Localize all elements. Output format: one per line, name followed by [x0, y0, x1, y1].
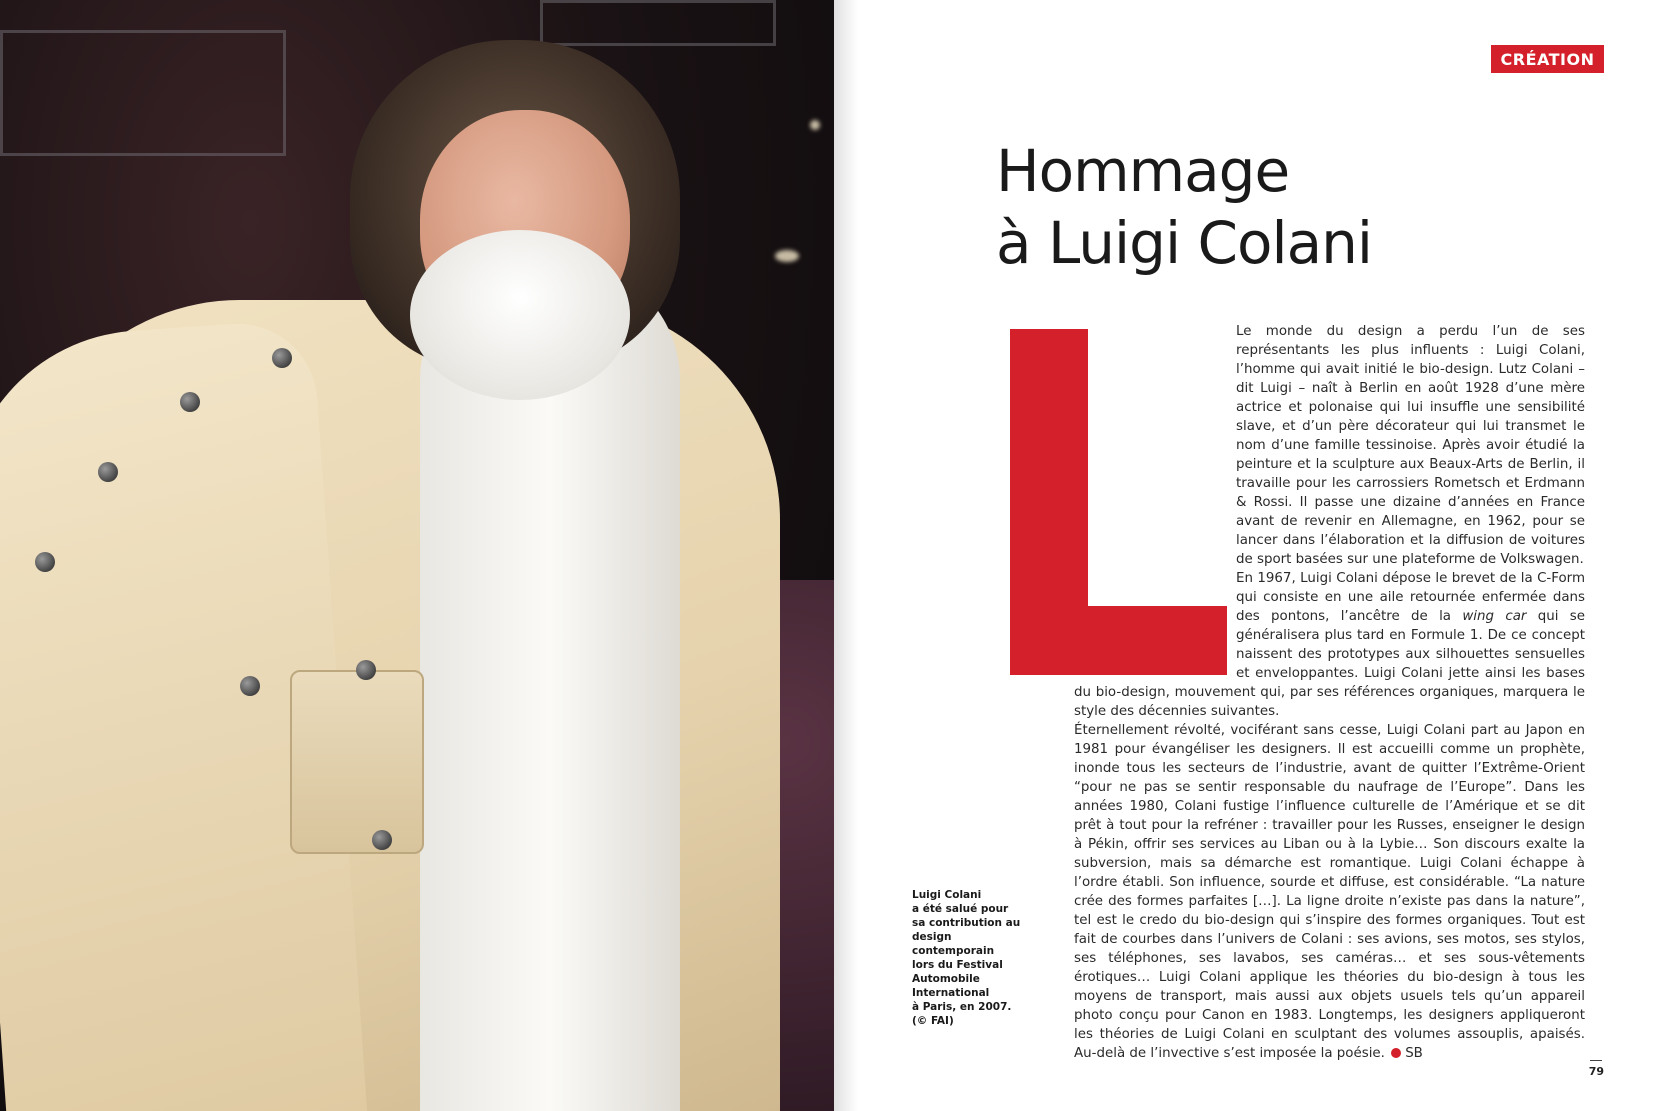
- stage-truss: [540, 0, 776, 46]
- caption-line: Luigi Colani: [912, 889, 982, 901]
- paragraph-2-emphasis: wing car: [1462, 609, 1527, 624]
- jacket-stud: [372, 830, 392, 850]
- caption-line: à Paris, en 2007.: [912, 1001, 1012, 1013]
- caption-line: Automobile: [912, 973, 980, 985]
- gutter-shadow: [834, 0, 858, 1111]
- jacket-stud: [356, 660, 376, 680]
- headline-line-1: Hommage: [996, 137, 1290, 205]
- stage-truss: [0, 30, 286, 156]
- page-number-rule: [1590, 1060, 1602, 1061]
- caption-line: sa contribution au: [912, 917, 1021, 929]
- paragraph-2-text: En 1967, Luigi Colani dépose le brevet de la C-Form qui consiste en une aile retournée enfermée dans des pontons, l’ancêtre de la: [1236, 571, 1585, 624]
- background-light: [775, 250, 799, 262]
- paragraph-2-text-end: qui se généralisera plus tard en Formule 1. De ce concept naissent des prototypes aux silhouettes sensuelles et enveloppantes. Luigi Colani jette ainsi les bases du bio-design, mouvement qui, par ses références organiques, marquera le style des décennies suivantes.: [1074, 609, 1585, 719]
- jacket-stud: [272, 348, 292, 368]
- background-light: [810, 120, 820, 130]
- jacket-stud: [180, 392, 200, 412]
- jacket-pocket: [290, 670, 424, 854]
- section-tag: CRÉATION: [1491, 45, 1604, 73]
- caption-line: design contemporain: [912, 931, 995, 957]
- portrait-photo: [0, 0, 834, 1111]
- author-signature: SB: [1405, 1046, 1423, 1061]
- caption-line: a été salué pour: [912, 903, 1009, 915]
- jacket-stud: [240, 676, 260, 696]
- dropcap-spacer: [1074, 322, 1236, 676]
- paragraph-3-text: Éternellement révolté, vociférant sans cesse, Luigi Colani part au Japon en 1981 pour évangéliser les designers. Il est accueilli comme un prophète, inonde tous les secteurs de l’industrie, avant de quitter l’Extrême-Orient “pour ne pas se sentir responsable du naufrage de l’Europe”. Dans les années 1980, Colani fustige l’influence culturelle de l’Amérique et se dit prêt à tout pour la refréner : travailler pour les Russes, enseigner le design à Pékin, offrir ses services au Liban ou à la Lybie… Son discours exalte la subversion, mais sa démarche est romantique. Luigi Colani échappe à l’ordre établi. Son influence, sourde et diffuse, est considérable. “La nature crée des formes parfaites […]. La ligne droite n’existe pas dans la nature”, tel est le credo du bio-design qui s’inspire des formes organiques. Tout est fait de courbes dans l’univers de Colani : ses avions, ses motos, ses stylos, ses téléphones, ses lavabos, ses caméras… et ses sous-vêtements érotiques… Luigi Colani applique les théories du bio-design à tous les moyens de transport, mais aussi aux objets usuels tels qu’un appareil photo conçu pour Canon en 1983. Longtemps, les designers appliqueront les théories de Luigi Colani en sculptant des volumes assouplis, apaisés. Au-delà de l’invective s’est imposée la poésie.: [1074, 723, 1585, 1061]
- paragraph-3: [1074, 721, 1585, 1063]
- paragraph-1: Le monde du design a perdu l’un de ses représentants les plus influents : Luigi Colani, l’homme qui avait initié le bio-design. Lutz Colani – dit Luigi – naît à Berlin en août 1928 d’une mère actrice et polonaise qui lui insuffle une sensibilité slave, et d’un père décorateur qui lui transmet le nom d’une famille tessinoise. Après avoir étudié la peinture et la sculpture aux Beaux-Arts de Berlin, il travaille pour les carrossiers Rometsch et Erdmann & Rossi. Il passe une dizaine d’années en France avant de revenir en Allemagne, en 1962, pour se lancer dans l’élaboration et la diffusion de voitures de sport basées sur une plateforme de Volkswagen.: [1236, 324, 1585, 567]
- headline: [996, 135, 1556, 279]
- caption-line: International: [912, 987, 990, 999]
- article-body: [1074, 322, 1585, 1063]
- headline-line-2: à Luigi Colani: [996, 209, 1373, 277]
- jacket-stud: [98, 462, 118, 482]
- photo-caption: [912, 888, 1032, 1028]
- page-number: 79: [1588, 1065, 1604, 1078]
- jacket-stud: [35, 552, 55, 572]
- turtleneck-collar: [410, 230, 630, 400]
- end-dot-icon: [1391, 1048, 1401, 1058]
- caption-line: lors du Festival: [912, 959, 1003, 971]
- caption-line: (© FAI): [912, 1015, 954, 1027]
